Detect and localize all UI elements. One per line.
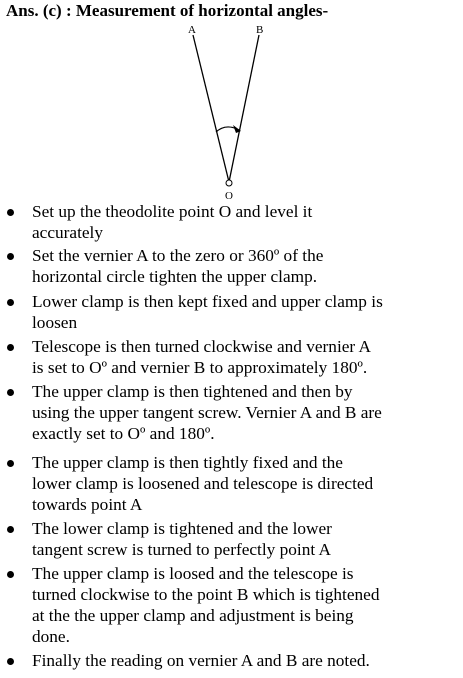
step-text: Set up the theodolite point O and level it accurately: [32, 202, 313, 242]
step-text: Set the vernier A to the zero or 360º of the horizontal circle tighten the upper clamp.: [32, 246, 324, 286]
bullet-icon: [7, 571, 14, 578]
bullet-icon: [7, 209, 14, 216]
bullet-icon: [7, 299, 14, 306]
step-text: Telescope is then turned clockwise and vernier A is set to Oº and vernier B to approximately 180º.: [32, 337, 372, 377]
bullet-icon: [7, 389, 14, 396]
bullet-icon: [7, 344, 14, 351]
label-a: A: [188, 24, 196, 36]
step-text: The upper clamp is then tightly fixed and the lower clamp is loosened and telescope is directed towards point A: [32, 453, 374, 514]
step-text: Finally the reading on vernier A and B are noted.: [32, 651, 370, 670]
step-text: Lower clamp is then kept fixed and upper clamp is loosen: [32, 292, 383, 332]
step-text: The upper clamp is loosed and the telescope is turned clockwise to the point B which is tightened at the the upper clamp and adjustment is being done.: [32, 564, 380, 646]
page-title: Ans. (c) : Measurement of horizontal angles-: [6, 1, 329, 20]
step-text: The lower clamp is tightened and the lower tangent screw is turned to perfectly point A: [32, 519, 332, 559]
bullet-icon: [7, 658, 14, 665]
label-o: O: [225, 190, 233, 202]
step-text: The upper clamp is then tightened and then by using the upper tangent screw. Vernier A and B are exactly set to Oº and 180º.: [32, 382, 382, 443]
bullet-icon: [7, 253, 14, 260]
bullet-icon: [7, 526, 14, 533]
label-b: B: [256, 24, 264, 36]
bullet-icon: [7, 460, 14, 467]
